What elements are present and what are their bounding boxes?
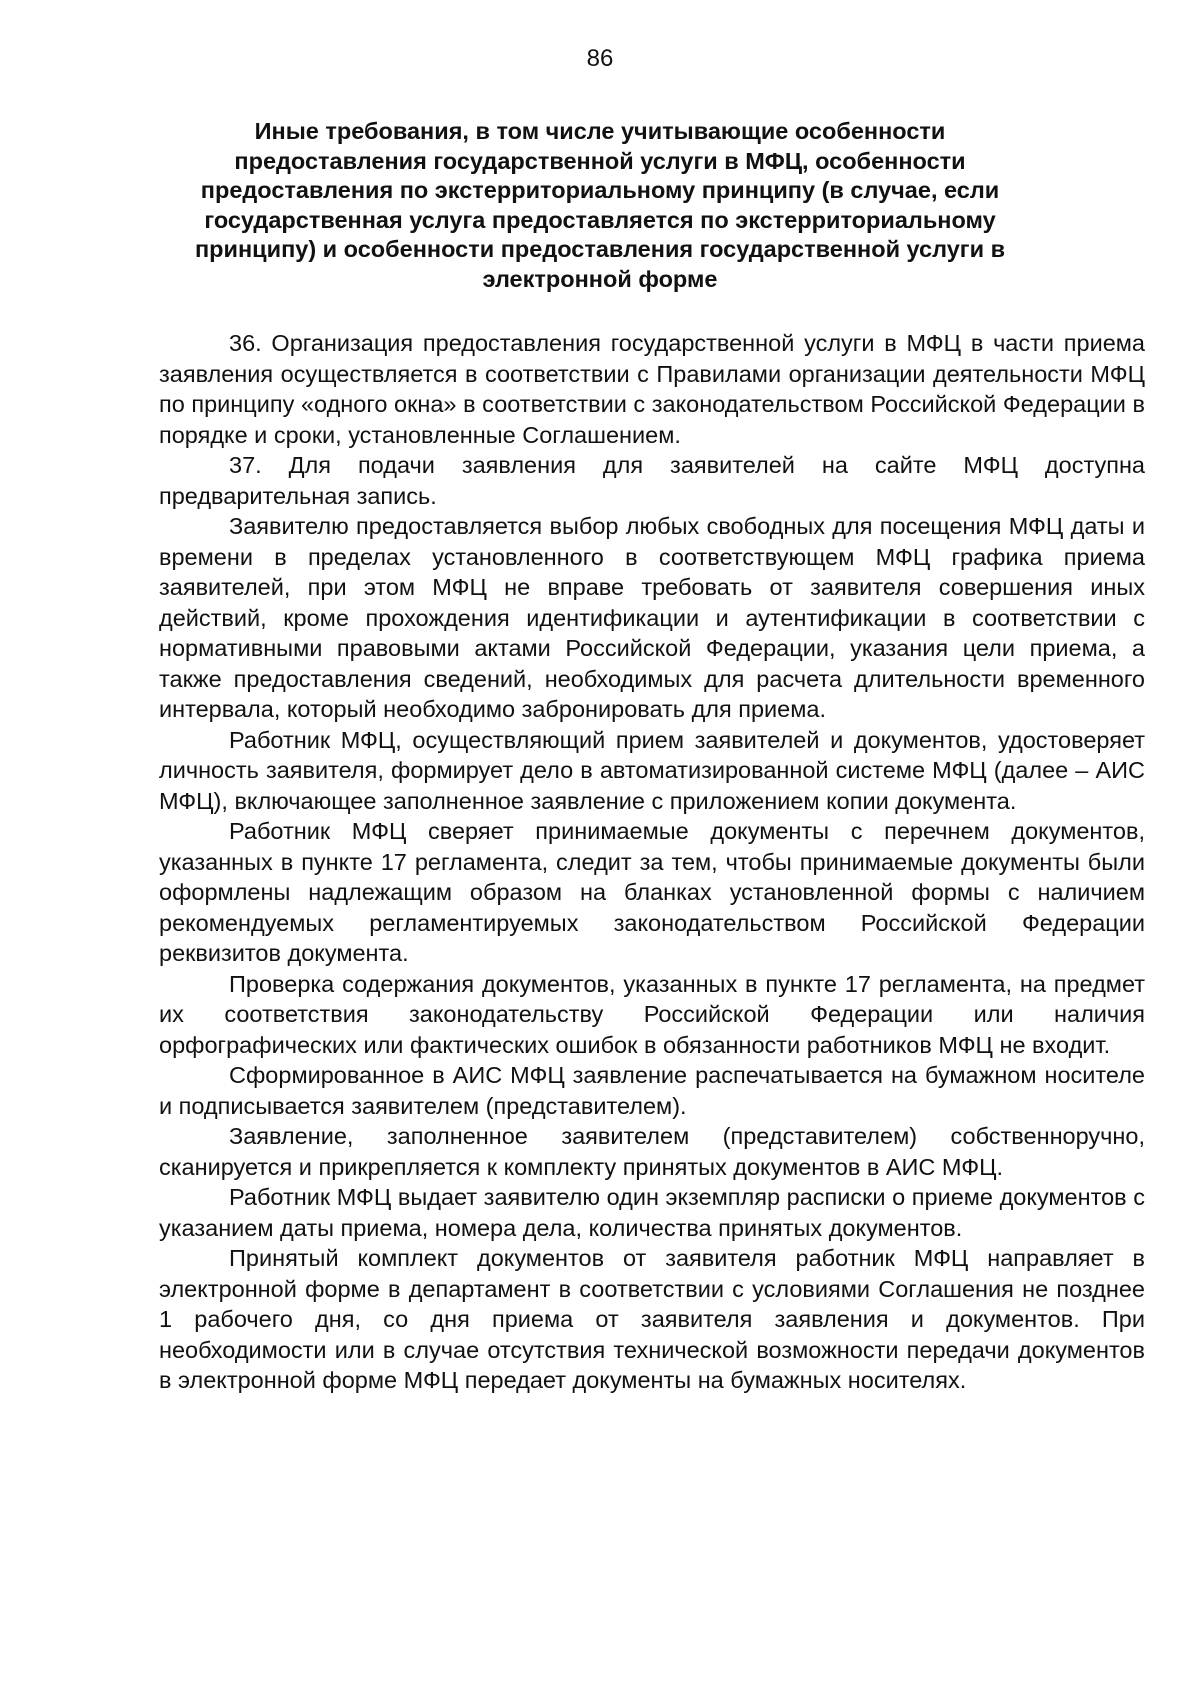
paragraph-identity-check: Работник МФЦ, осуществляющий прием заявителей и документов, удостоверяет личность заявителя, формирует дело в автоматизированной системе МФЦ (далее – АИС МФЦ), включающее заполненное заявление с приложением копии документа.: [159, 726, 1145, 814]
paragraph-printing: Сформированное в АИС МФЦ заявление распечатывается на бумажном носителе и подписывается заявителем (представителем).: [159, 1062, 1145, 1119]
paragraph-37: 37. Для подачи заявления для заявителей на сайте МФЦ доступна предварительная запись.: [159, 452, 1145, 509]
page-number: 86: [586, 45, 614, 72]
paragraph-transfer: Принятый комплект документов от заявителя работник МФЦ направляет в электронной форме в департамент в соответствии с условиями Соглашения не позднее 1 рабочего дня, со дня приема от заявителя заявления и документов. При необходимости или в случае отсутствия технической возможности передачи документов в электронной форме МФЦ передает документы на бумажных носителях.: [159, 1245, 1145, 1393]
paragraph-content-check: Проверка содержания документов, указанных в пункте 17 регламента, на предмет их соответствия законодательству Российской Федерации или наличия орфографических или фактических ошибок в обязанности работников МФЦ не входит.: [159, 970, 1145, 1058]
paragraph-preliminary-booking: Заявителю предоставляется выбор любых свободных для посещения МФЦ даты и времени в пределах установленного в соответствующем МФЦ графика приема заявителей, при этом МФЦ не вправе требовать от заявителя совершения иных действий, кроме прохождения идентификации и аутентификации в соответствии с нормативными правовыми актами Российской Федерации, указания цели приема, а также предоставления сведений, необходимых для расчета длительности временного интервала, который необходимо забронировать для приема.: [159, 513, 1145, 722]
paragraph-receipt: Работник МФЦ выдает заявителю один экземпляр расписки о приеме документов с указанием даты приема, номера дела, количества принятых документов.: [159, 1184, 1145, 1241]
paragraph-36: 36. Организация предоставления государственной услуги в МФЦ в части приема заявления осуществляется в соответствии с Правилами организации деятельности МФЦ по принципу «одного окна» в соответствии с законодательством Российской Федерации в порядке и сроки, установленные Соглашением.: [159, 330, 1145, 448]
paragraph-scanning: Заявление, заполненное заявителем (представителем) собственноручно, сканируется и прикрепляется к комплекту принятых документов в АИС МФЦ.: [159, 1123, 1145, 1180]
section-heading: Иные требования, в том числе учитывающие особенности предоставления государственной услуги в МФЦ, особенности предоставления по экстерриториальному принципу (в случае, если государственная услуга предоставляется по экстерриториальному принципу) и особенности предоставления государственной услуги в электронной форме: [194, 118, 1006, 292]
paragraph-document-verification: Работник МФЦ сверяет принимаемые документы с перечнем документов, указанных в пункте 17 регламента, следит за тем, чтобы принимаемые документы были оформлены надлежащим образом на бланках установленной формы с наличием рекомендуемых регламентируемых законодательством Российской Федерации реквизитов документа.: [159, 818, 1145, 966]
body-text: [159, 328, 1145, 1396]
